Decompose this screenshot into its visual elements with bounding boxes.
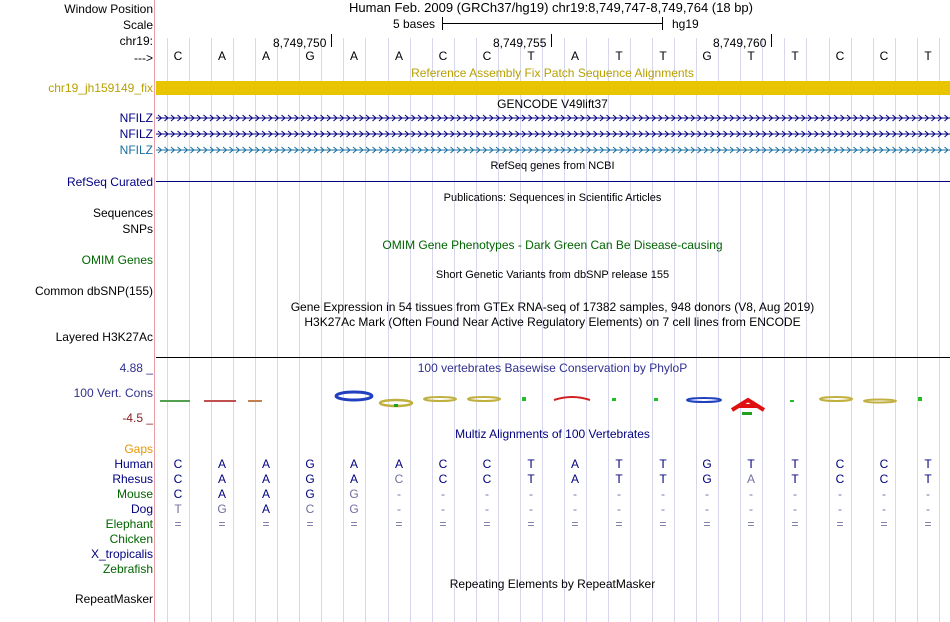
gridline — [652, 38, 653, 622]
multiz-base: G — [349, 502, 359, 516]
phylop-mark — [160, 400, 190, 402]
multiz-base: - — [573, 502, 577, 516]
gridline — [718, 38, 719, 622]
base-letter: T — [791, 49, 799, 63]
multiz-base: - — [705, 502, 709, 516]
base-letter: C — [438, 49, 448, 63]
multiz-base: G — [305, 487, 315, 501]
gridline — [498, 38, 499, 622]
phylop-mark — [204, 400, 236, 402]
omim-track-title: OMIM Gene Phenotypes - Dark Green Can Be Disease-causing — [382, 238, 723, 252]
base-letter: C — [835, 49, 845, 63]
ruler-tick-label: 8,749,750 — [273, 36, 327, 50]
gridline — [255, 38, 256, 622]
base-letter: T — [659, 49, 667, 63]
multiz-base: - — [397, 487, 401, 501]
base-letter: A — [570, 49, 579, 63]
multiz-base: - — [529, 502, 533, 516]
multiz-base: - — [485, 502, 489, 516]
multiz-base: - — [705, 487, 709, 501]
base-letter: A — [394, 49, 403, 63]
multiz-base: C — [173, 487, 183, 501]
repeatmasker-track-label[interactable]: RepeatMasker — [74, 592, 153, 606]
multiz-base: A — [570, 472, 579, 486]
scale-assembly: hg19 — [672, 17, 699, 31]
gene-label-nfilz[interactable]: NFILZ — [119, 111, 153, 125]
multiz-base: A — [570, 457, 579, 471]
multiz-base: A — [394, 457, 403, 471]
chrom-label: chr19: — [119, 34, 153, 48]
ruler-tick-label: 8,749,760 — [713, 36, 767, 50]
gridline — [630, 38, 631, 622]
window-position-value: Human Feb. 2009 (GRCh37/hg19) chr19:8,749,747-8,749,764 (18 bp) — [349, 0, 753, 15]
gridline — [762, 38, 763, 622]
gridline — [586, 38, 587, 622]
multiz-species-label[interactable]: Mouse — [116, 487, 153, 501]
multiz-base: C — [835, 457, 845, 471]
multiz-base: - — [838, 502, 842, 516]
multiz-base: G — [305, 457, 315, 471]
multiz-base: T — [615, 457, 623, 471]
phylop-glyph-g — [336, 392, 372, 400]
gridline — [784, 38, 785, 622]
multiz-base: = — [659, 517, 667, 531]
dbsnp-track-title: Short Genetic Variants from dbSNP release 155 — [435, 269, 670, 281]
gridline — [520, 38, 521, 622]
multiz-base: - — [882, 487, 886, 501]
base-letter: C — [173, 49, 183, 63]
multiz-base: = — [174, 517, 182, 531]
scale-bar — [442, 17, 663, 31]
refseq-line[interactable] — [156, 181, 950, 182]
multiz-base: G — [349, 487, 359, 501]
h3k27ac-track-label[interactable]: Layered H3K27Ac — [55, 330, 153, 344]
gene-model-nfilz[interactable] — [156, 144, 950, 156]
gtex-track-title: Gene Expression in 54 tissues from GTEx RNA-seq of 17382 samples, 948 donors (V8, Aug 2019) — [290, 300, 815, 314]
multiz-base: C — [305, 502, 315, 516]
multiz-species-label[interactable]: Zebrafish — [102, 562, 153, 576]
base-letter: T — [924, 49, 932, 63]
multiz-base: = — [483, 517, 491, 531]
multiz-base: C — [438, 472, 448, 486]
phylop-mark — [612, 398, 616, 401]
multiz-base: = — [747, 517, 755, 531]
multiz-base: A — [217, 487, 226, 501]
multiz-base: C — [879, 472, 889, 486]
multiz-base: A — [217, 457, 226, 471]
multiz-base: = — [791, 517, 799, 531]
multiz-base: A — [261, 502, 270, 516]
phylop-mark — [790, 400, 794, 402]
gridline — [696, 38, 697, 622]
ruler-tick — [331, 34, 332, 47]
multiz-base: - — [749, 487, 753, 501]
gridline — [432, 38, 433, 622]
phylop-mark — [522, 397, 526, 401]
multiz-base: T — [791, 457, 799, 471]
gridline — [277, 38, 278, 622]
multiz-base: A — [349, 472, 358, 486]
multiz-base: T — [747, 457, 755, 471]
multiz-base: = — [262, 517, 270, 531]
gene-label-nfilz[interactable]: NFILZ — [119, 127, 153, 141]
multiz-base: G — [217, 502, 227, 516]
multiz-base: - — [441, 487, 445, 501]
multiz-base: - — [793, 502, 797, 516]
multiz-base: = — [615, 517, 623, 531]
multiz-base: = — [880, 517, 888, 531]
phylop-max-label: 4.88 _ — [119, 361, 153, 375]
gridline — [189, 38, 190, 622]
gridline — [211, 38, 212, 622]
multiz-species-label[interactable]: Chicken — [109, 532, 153, 546]
multiz-species-label[interactable]: Human — [114, 457, 153, 471]
multiz-base: T — [174, 502, 182, 516]
ruler-tick — [771, 34, 772, 47]
fix-patch-track-title: Reference Assembly Fix Patch Sequence Alignments — [411, 66, 694, 80]
publications-snps-label[interactable]: SNPs — [122, 222, 153, 236]
multiz-base: = — [350, 517, 358, 531]
scale-label: Scale — [122, 18, 153, 32]
gridline — [299, 38, 300, 622]
multiz-base: C — [173, 472, 183, 486]
multiz-base: - — [485, 487, 489, 501]
multiz-base: A — [261, 457, 270, 471]
multiz-base: - — [926, 487, 930, 501]
multiz-base: A — [746, 472, 755, 486]
base-letter: T — [615, 49, 623, 63]
multiz-base: = — [395, 517, 403, 531]
multiz-base: T — [924, 472, 932, 486]
base-letter: C — [482, 49, 492, 63]
refseq-track-label[interactable]: RefSeq Curated — [66, 175, 153, 189]
multiz-base: A — [261, 472, 270, 486]
omim-track-label[interactable]: OMIM Genes — [81, 253, 153, 267]
gene-model-nfilz[interactable] — [156, 112, 950, 124]
ruler-tick-label: 8,749,755 — [493, 36, 547, 50]
multiz-base: C — [835, 472, 845, 486]
multiz-base: = — [218, 517, 226, 531]
strand-arrow-label: ---> — [134, 51, 153, 65]
gridline — [365, 38, 366, 622]
h3k27ac-track-title: H3K27Ac Mark (Often Found Near Active Regulatory Elements) on 7 cell lines from ENCODE — [304, 315, 801, 329]
multiz-base: T — [527, 472, 535, 486]
phylop-min-label: -4.5 _ — [122, 411, 153, 425]
gridline — [851, 38, 852, 622]
gridline — [388, 38, 389, 622]
base-letter: G — [305, 49, 315, 63]
base-letter: A — [217, 49, 226, 63]
multiz-base: - — [617, 502, 621, 516]
multiz-base: = — [527, 517, 535, 531]
multiz-species-label[interactable]: Elephant — [105, 517, 153, 531]
multiz-base: - — [793, 487, 797, 501]
gridline — [674, 38, 675, 622]
multiz-base: = — [836, 517, 844, 531]
gridline — [564, 38, 565, 622]
base-letter: A — [349, 49, 358, 63]
multiz-base: = — [439, 517, 447, 531]
multiz-base: - — [573, 487, 577, 501]
multiz-base: - — [661, 502, 665, 516]
multiz-base: A — [217, 472, 226, 486]
phylop-logo[interactable] — [156, 386, 950, 416]
multiz-base: G — [702, 457, 712, 471]
fix-patch-track-label[interactable]: chr19_jh159149_fix — [48, 81, 153, 95]
gridline — [343, 38, 344, 622]
phylop-glyph-a — [732, 400, 764, 410]
multiz-base: C — [879, 457, 889, 471]
multiz-base: A — [261, 487, 270, 501]
multiz-base: G — [702, 472, 712, 486]
multiz-base: - — [441, 502, 445, 516]
base-letter: A — [261, 49, 270, 63]
phylop-glyph-c — [468, 397, 500, 401]
multiz-base: C — [173, 457, 183, 471]
publications-track-title: Publications: Sequences in Scientific Articles — [443, 192, 662, 204]
multiz-base: = — [924, 517, 932, 531]
phylop-track-title: 100 vertebrates Basewise Conservation by PhyloP — [417, 361, 688, 375]
multiz-base: T — [659, 472, 667, 486]
gridline — [454, 38, 455, 622]
gridline — [410, 38, 411, 622]
phylop-mark — [654, 398, 658, 401]
multiz-species-label[interactable]: Rhesus — [112, 472, 153, 486]
gridline — [895, 38, 896, 622]
multiz-base: - — [926, 502, 930, 516]
h3k27ac-baseline — [156, 357, 950, 358]
gridline — [608, 38, 609, 622]
gridline — [476, 38, 477, 622]
multiz-base: T — [659, 457, 667, 471]
phylop-mark — [394, 404, 398, 407]
multiz-base: - — [661, 487, 665, 501]
repeatmasker-track-title: Repeating Elements by RepeatMasker — [449, 577, 656, 591]
phylop-mark — [918, 397, 922, 401]
base-letter: T — [747, 49, 755, 63]
phylop-glyph-c — [820, 397, 852, 401]
scale-value: 5 bases — [393, 17, 436, 31]
gene-label-nfilz[interactable]: NFILZ — [119, 143, 153, 157]
gridline — [167, 38, 168, 622]
multiz-gaps-label[interactable]: Gaps — [124, 442, 153, 456]
publications-sequences-label[interactable]: Sequences — [92, 206, 153, 220]
gridline — [321, 38, 322, 622]
gridline — [939, 38, 940, 622]
phylop-glyph-g — [687, 398, 721, 402]
multiz-base: T — [615, 472, 623, 486]
gridline — [873, 38, 874, 622]
phylop-glyph-c — [864, 400, 896, 403]
ruler-tick — [551, 34, 552, 47]
gridline — [233, 38, 234, 622]
multiz-base: - — [838, 487, 842, 501]
gridline — [740, 38, 741, 622]
multiz-base: G — [305, 472, 315, 486]
multiz-base: C — [438, 457, 448, 471]
window-position-label: Window Position — [64, 2, 153, 16]
dbsnp-track-label[interactable]: Common dbSNP(155) — [34, 284, 153, 298]
fix-patch-alignment-bar[interactable] — [156, 81, 950, 95]
base-letter: C — [879, 49, 889, 63]
multiz-species-label[interactable]: X_tropicalis — [90, 547, 153, 561]
gencode-track-title: GENCODE V49lift37 — [497, 97, 608, 111]
refseq-track-title: RefSeq genes from NCBI — [490, 160, 615, 172]
gridline — [829, 38, 830, 622]
phylop-track-label[interactable]: 100 Vert. Cons — [73, 386, 153, 400]
gene-model-nfilz[interactable] — [156, 128, 950, 140]
multiz-base: = — [306, 517, 314, 531]
base-letter: G — [702, 49, 712, 63]
multiz-base: C — [482, 472, 492, 486]
gridline — [917, 38, 918, 622]
multiz-base: T — [924, 457, 932, 471]
multiz-base: C — [482, 457, 492, 471]
multiz-base: - — [617, 487, 621, 501]
phylop-glyph-t — [554, 397, 590, 400]
phylop-glyph-c — [424, 397, 456, 401]
phylop-mark — [742, 412, 752, 415]
gridline — [542, 38, 543, 622]
phylop-mark — [248, 400, 262, 402]
multiz-base: A — [349, 457, 358, 471]
multiz-base: - — [529, 487, 533, 501]
multiz-base: = — [703, 517, 711, 531]
base-letter: T — [527, 49, 535, 63]
multiz-base: - — [397, 502, 401, 516]
multiz-base: - — [749, 502, 753, 516]
multiz-species-label[interactable]: Dog — [130, 502, 153, 516]
multiz-base: - — [882, 502, 886, 516]
multiz-base: C — [394, 472, 404, 486]
multiz-base: T — [527, 457, 535, 471]
multiz-track-title: Multiz Alignments of 100 Vertebrates — [455, 427, 650, 441]
multiz-base: T — [791, 472, 799, 486]
gridline — [806, 38, 807, 622]
multiz-base: = — [571, 517, 579, 531]
